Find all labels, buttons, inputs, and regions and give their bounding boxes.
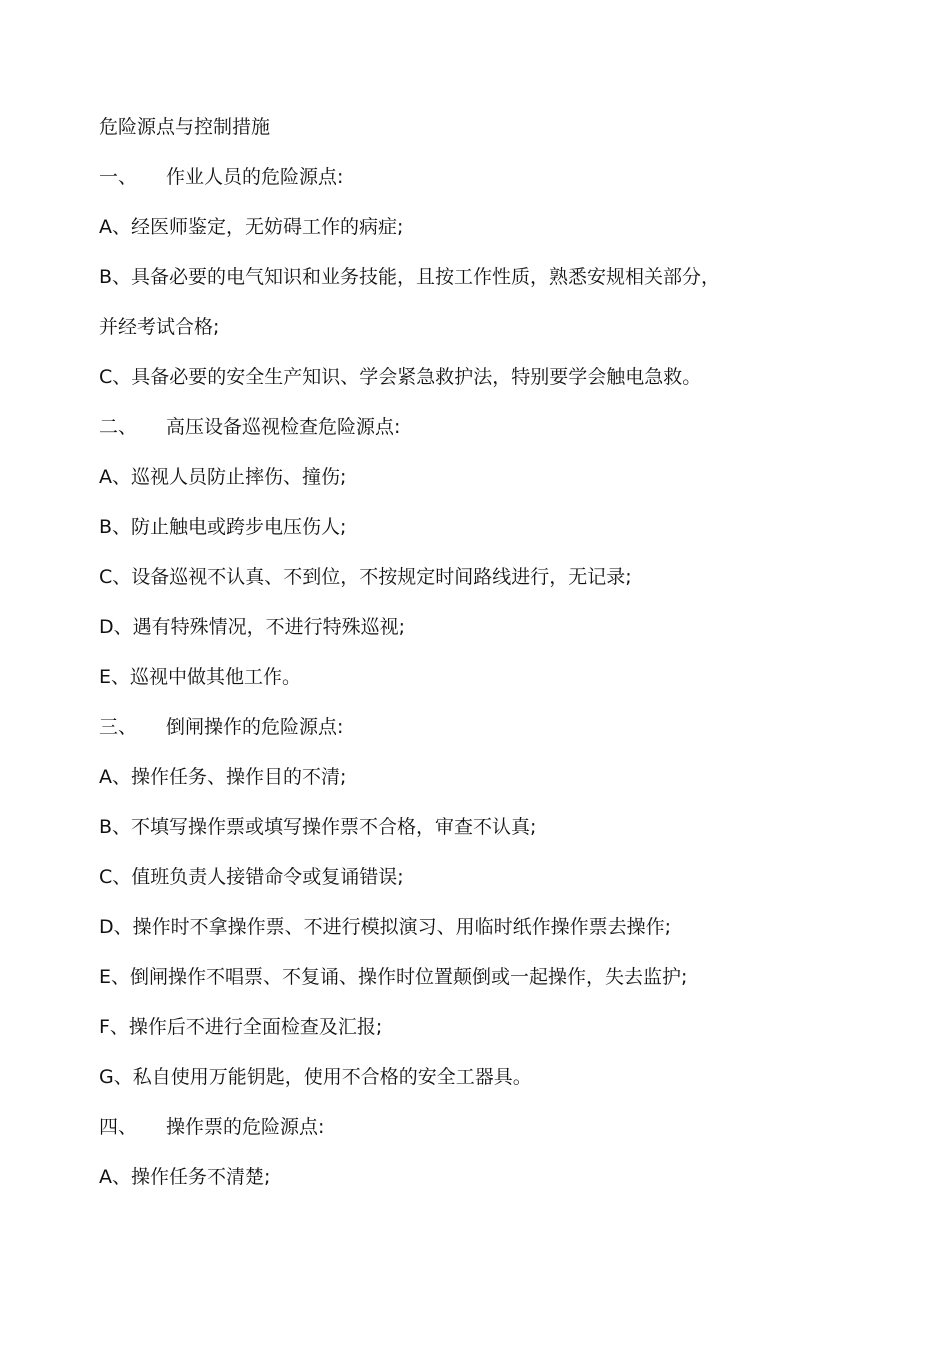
section-heading-text: 高压设备巡视检查危险源点: bbox=[166, 416, 401, 438]
list-item: F、操作后不进行全面检查及汇报; bbox=[99, 1016, 383, 1038]
list-item: A、操作任务、操作目的不清; bbox=[99, 766, 347, 788]
list-item: B、具备必要的电气知识和业务技能，且按工作性质，熟悉安规相关部分， bbox=[99, 266, 721, 288]
section-number: 三、 bbox=[99, 716, 138, 738]
section-number: 四、 bbox=[99, 1116, 138, 1138]
section-heading bbox=[99, 712, 859, 762]
section-heading-text: 操作票的危险源点: bbox=[166, 1116, 325, 1138]
list-item: C、具备必要的安全生产知识、学会紧急救护法，特别要学会触电急救。 bbox=[99, 366, 702, 388]
list-item: B、不填写操作票或填写操作票不合格，审查不认真; bbox=[99, 816, 537, 838]
section-heading bbox=[99, 1112, 859, 1162]
list-item: A、操作任务不清楚; bbox=[99, 1166, 271, 1188]
list-item: E、巡视中做其他工作。 bbox=[99, 666, 302, 688]
list-item: D、遇有特殊情况，不进行特殊巡视; bbox=[99, 616, 406, 638]
list-item: 并经考试合格; bbox=[99, 316, 220, 338]
section-number: 二、 bbox=[99, 416, 138, 438]
section-heading-text: 作业人员的危险源点: bbox=[166, 166, 344, 188]
list-item: E、倒闸操作不唱票、不复诵、操作时位置颠倒或一起操作，失去监护; bbox=[99, 966, 688, 988]
section-number: 一、 bbox=[99, 166, 138, 188]
section-heading bbox=[99, 412, 859, 462]
document-title: 危险源点与控制措施 bbox=[99, 116, 271, 138]
list-item: D、操作时不拿操作票、不进行模拟演习、用临时纸作操作票去操作; bbox=[99, 916, 672, 938]
list-item: A、巡视人员防止摔伤、撞伤; bbox=[99, 466, 347, 488]
list-item: B、防止触电或跨步电压伤人; bbox=[99, 516, 347, 538]
section-heading-text: 倒闸操作的危险源点: bbox=[166, 716, 344, 738]
list-item: A、经医师鉴定，无妨碍工作的病症; bbox=[99, 216, 404, 238]
section-heading bbox=[99, 162, 859, 212]
document-body bbox=[99, 112, 859, 1212]
list-item: C、值班负责人接错命令或复诵错误; bbox=[99, 866, 404, 888]
list-item: C、设备巡视不认真、不到位，不按规定时间路线进行，无记录; bbox=[99, 566, 632, 588]
list-item: G、私自使用万能钥匙，使用不合格的安全工器具。 bbox=[99, 1066, 532, 1088]
